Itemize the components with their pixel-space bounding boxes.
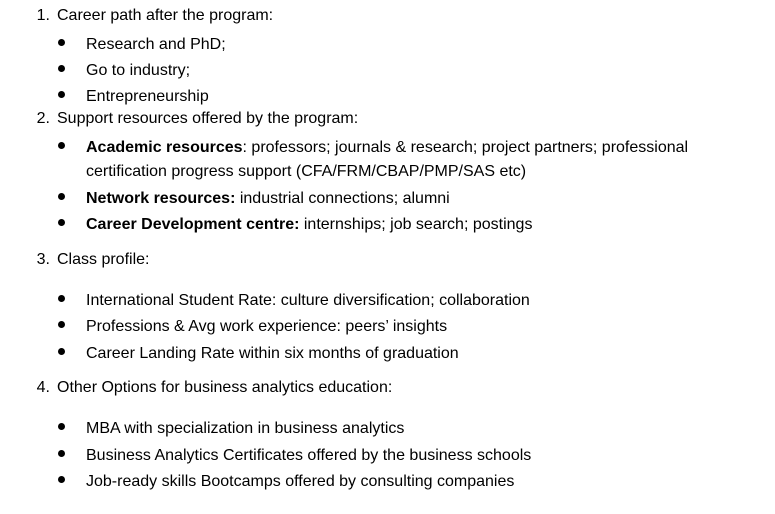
section-title: Career path after the program: bbox=[57, 7, 274, 24]
list-item-text: MBA with specialization in business analytics bbox=[86, 420, 405, 437]
bullet-dot-icon bbox=[58, 91, 65, 98]
list-item-text: Research and PhD; bbox=[86, 36, 226, 53]
section-number: 3. bbox=[36, 251, 50, 268]
list-item-text: International Student Rate: culture diversification; collaboration bbox=[86, 292, 530, 309]
list-item-text: Entrepreneurship bbox=[86, 88, 209, 105]
list-item-text: Go to industry; bbox=[86, 62, 191, 79]
bullet-dot-icon bbox=[58, 476, 65, 483]
section-number: 2. bbox=[36, 110, 50, 127]
bullet-dot-icon bbox=[58, 321, 65, 328]
list-item-text: Network resources: industrial connections; alumni bbox=[86, 190, 450, 207]
section-title: Class profile: bbox=[57, 251, 150, 268]
bullet-dot-icon bbox=[58, 348, 65, 355]
list-item-text: Academic resources: professors; journals & research; project partners; professional certification progress support (CFA/FRM/CBAP/PMP/SAS etc) bbox=[86, 139, 689, 180]
list-item-text: Business Analytics Certificates offered by the business schools bbox=[86, 447, 532, 464]
bullet-dot-icon bbox=[58, 142, 65, 149]
bullet-dot-icon bbox=[58, 450, 65, 457]
list-item-text: Job-ready skills Bootcamps offered by consulting companies bbox=[86, 473, 515, 490]
section-number: 4. bbox=[36, 379, 50, 396]
bullet-dot-icon bbox=[58, 219, 65, 226]
section-title: Support resources offered by the program: bbox=[57, 110, 359, 127]
bullet-dot-icon bbox=[58, 193, 65, 200]
list-item-text: Career Development centre: internships; job search; postings bbox=[86, 216, 533, 233]
section-title: Other Options for business analytics education: bbox=[57, 379, 393, 396]
bullet-dot-icon bbox=[58, 295, 65, 302]
list-item-text: Career Landing Rate within six months of graduation bbox=[86, 345, 459, 362]
bullet-dot-icon bbox=[58, 423, 65, 430]
section-number: 1. bbox=[36, 7, 50, 24]
bullet-dot-icon bbox=[58, 39, 65, 46]
bullet-dot-icon bbox=[58, 65, 65, 72]
list-item-text: Professions & Avg work experience: peers’ insights bbox=[86, 318, 448, 335]
